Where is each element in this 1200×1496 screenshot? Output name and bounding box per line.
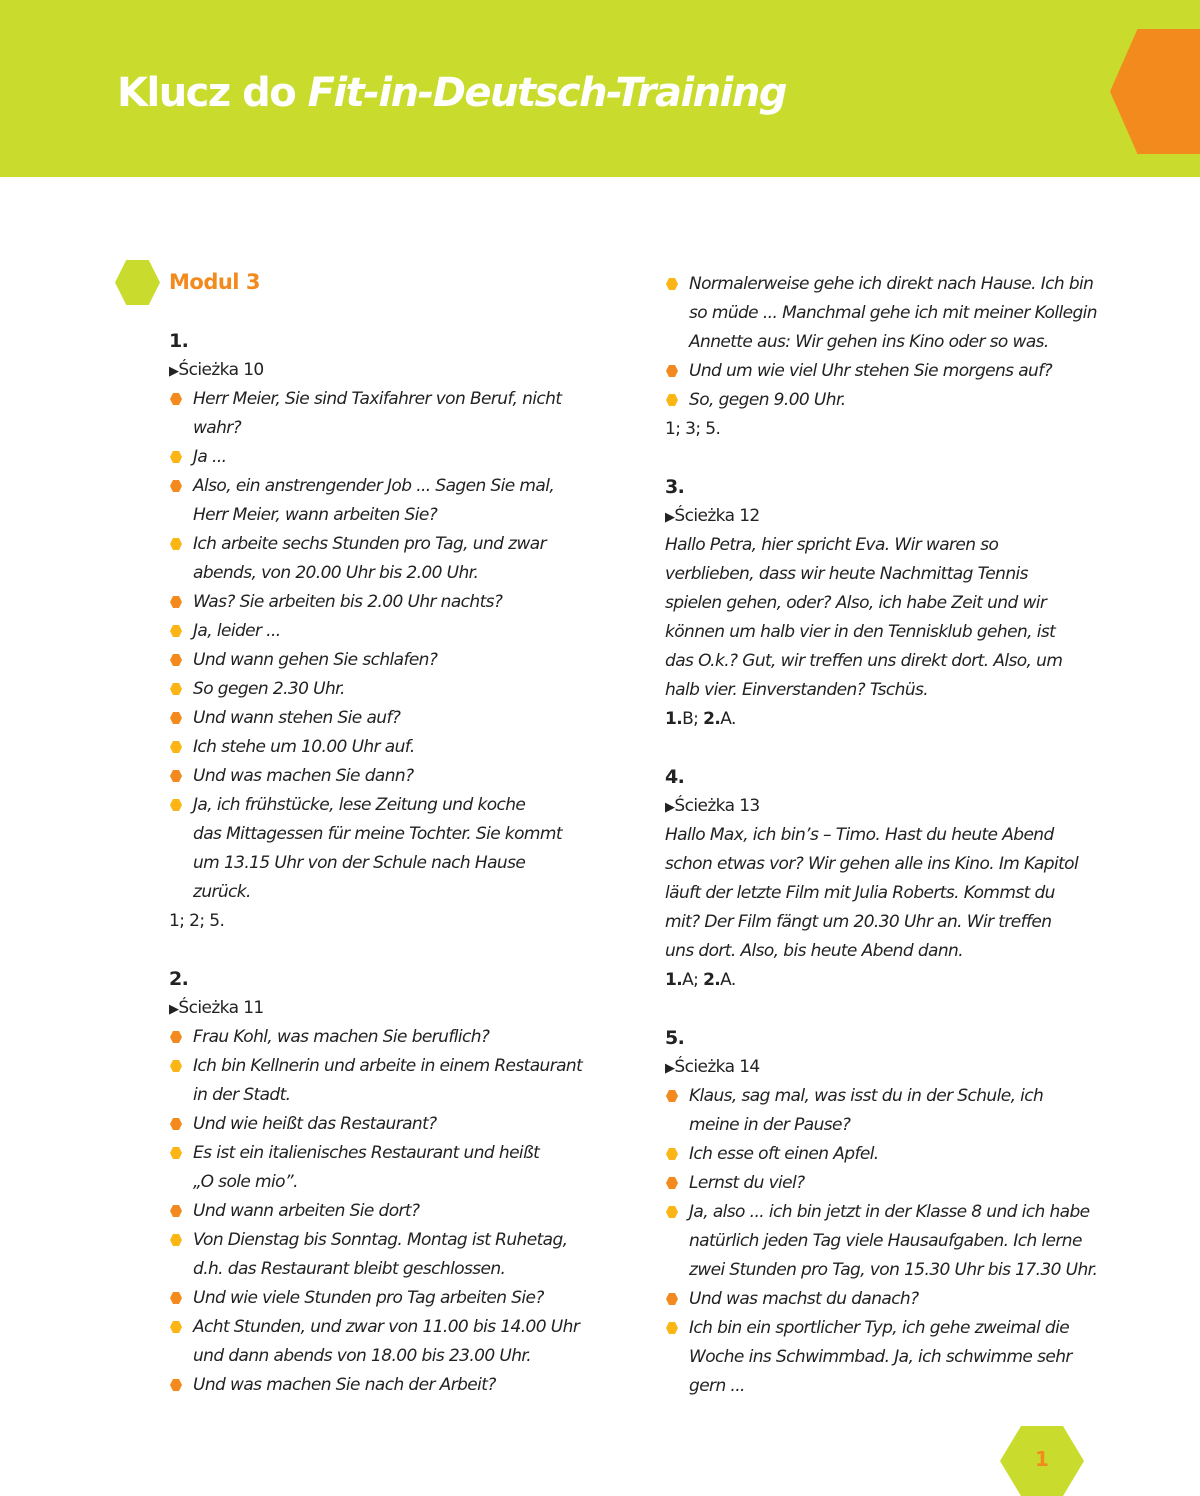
transcript-line: Hallo Petra, hier spricht Eva. Wir waren so	[665, 535, 999, 555]
dialogue-line: Klaus, sag mal, was isst du in der Schule, ich	[665, 1082, 1095, 1111]
dialogue-line: Und wann gehen Sie schlafen?	[169, 646, 599, 675]
dialogue-line: Und was machen Sie dann?	[169, 762, 599, 791]
dialogue-line-cont: natürlich jeden Tag viele Hausaufgaben. Ich lerne	[689, 1231, 1082, 1251]
section-1-number: 1.	[169, 330, 189, 352]
dialogue-line-cont: Herr Meier, wann arbeiten Sie?	[193, 505, 438, 525]
play-triangle-icon: ▶	[169, 1002, 179, 1017]
hexagon-bullet-icon	[170, 1234, 182, 1246]
dialogue-line: So gegen 2.30 Uhr.	[169, 675, 599, 704]
track-label: Ścieżka 11	[178, 998, 264, 1018]
dialogue-line-cont: gern ...	[689, 1376, 745, 1396]
dialogue-line-cont: das Mittagessen für meine Tochter. Sie kommt	[193, 824, 562, 844]
track-label: Ścieżka 14	[674, 1057, 760, 1077]
transcript-line: können um halb vier in den Tennisklub gehen, ist	[665, 622, 1056, 642]
dialogue-line: So, gegen 9.00 Uhr.	[665, 386, 1095, 415]
transcript-line: uns dort. Also, bis heute Abend dann.	[665, 941, 964, 961]
dialogue-line-cont: „O sole mio”.	[193, 1172, 298, 1192]
dialogue-line-cont: zwei Stunden pro Tag, von 15.30 Uhr bis 17.30 Uhr.	[689, 1260, 1098, 1280]
spacer	[665, 734, 1095, 763]
dialogue-line-cont: abends, von 20.00 Uhr bis 2.00 Uhr.	[193, 563, 479, 583]
dialogue-line-cont: und dann abends von 18.00 bis 23.00 Uhr.	[193, 1346, 532, 1366]
page-number: 1	[1035, 1447, 1049, 1471]
dialogue-line: Ja ...	[169, 443, 599, 472]
hexagon-bullet-icon	[170, 625, 182, 637]
track-11	[169, 994, 599, 1023]
hexagon-bullet-icon	[666, 1148, 678, 1160]
dialogue-line: Was? Sie arbeiten bis 2.00 Uhr nachts?	[169, 588, 599, 617]
left-column	[169, 327, 599, 1400]
dialogue-line-cont: zurück.	[193, 882, 251, 902]
hexagon-bullet-icon	[170, 712, 182, 724]
dialogue-line: Ich stehe um 10.00 Uhr auf.	[169, 733, 599, 762]
hexagon-bullet-icon	[170, 741, 182, 753]
track-label: Ścieżka 10	[178, 360, 264, 380]
module-hexagon-icon	[115, 260, 160, 305]
dialogue-line: Ja, also ... ich bin jetzt in der Klasse 8 und ich habe	[665, 1198, 1095, 1227]
hexagon-bullet-icon	[666, 1322, 678, 1334]
hexagon-bullet-icon	[170, 1060, 182, 1072]
hexagon-bullet-icon	[170, 1147, 182, 1159]
hexagon-bullet-icon	[170, 1118, 182, 1130]
spacer	[665, 995, 1095, 1024]
dialogue-line: Und was machen Sie nach der Arbeit?	[169, 1371, 599, 1400]
hexagon-bullet-icon	[170, 538, 182, 550]
dialogue-line: Acht Stunden, und zwar von 11.00 bis 14.00 Uhr	[169, 1313, 599, 1342]
dialogue-line-cont: wahr?	[193, 418, 242, 438]
right-column	[665, 270, 1098, 1401]
track-14	[665, 1053, 1095, 1082]
dialogue-line-cont: d.h. das Restaurant bleibt geschlossen.	[193, 1259, 506, 1279]
track-label: Ścieżka 13	[674, 796, 760, 816]
dialogue-line-cont: so müde ... Manchmal gehe ich mit meiner Kollegin	[689, 303, 1097, 323]
dialogue-line: Und wie viele Stunden pro Tag arbeiten Sie?	[169, 1284, 599, 1313]
dialogue-line-cont: Woche ins Schwimmbad. Ja, ich schwimme sehr	[689, 1347, 1072, 1367]
dialogue-line: Ich bin Kellnerin und arbeite in einem Restaurant	[169, 1052, 599, 1081]
hexagon-bullet-icon	[666, 1206, 678, 1218]
hexagon-bullet-icon	[170, 683, 182, 695]
track-10	[169, 356, 599, 385]
spacer	[169, 936, 599, 965]
hexagon-bullet-icon	[666, 1293, 678, 1305]
play-triangle-icon: ▶	[169, 364, 179, 379]
hexagon-bullet-icon	[170, 393, 182, 405]
page-title	[117, 70, 786, 116]
section-4-answer: 1.A; 2.A.	[665, 970, 736, 990]
hexagon-bullet-icon	[170, 770, 182, 782]
hexagon-bullet-icon	[170, 480, 182, 492]
play-triangle-icon: ▶	[665, 800, 675, 815]
hexagon-bullet-icon	[666, 394, 678, 406]
dialogue-line: Und wann arbeiten Sie dort?	[169, 1197, 599, 1226]
dialogue-line: Und was machst du danach?	[665, 1285, 1095, 1314]
dialogue-line: Ja, leider ...	[169, 617, 599, 646]
dialogue-line: Ich arbeite sechs Stunden pro Tag, und zwar	[169, 530, 599, 559]
title-prefix: Klucz do	[117, 70, 308, 116]
hexagon-bullet-icon	[666, 278, 678, 290]
play-triangle-icon: ▶	[665, 510, 675, 525]
dialogue-line: Herr Meier, Sie sind Taxifahrer von Beruf, nicht	[169, 385, 599, 414]
transcript-line: läuft der letzte Film mit Julia Roberts. Kommst du	[665, 883, 1055, 903]
transcript-line: spielen gehen, oder? Also, ich habe Zeit und wir	[665, 593, 1047, 613]
module-title: Modul 3	[169, 270, 260, 294]
section-2-answer: 1; 3; 5.	[665, 419, 721, 439]
hexagon-bullet-icon	[170, 654, 182, 666]
section-2-number: 2.	[169, 968, 189, 990]
hexagon-bullet-icon	[666, 1177, 678, 1189]
transcript-line: verblieben, dass wir heute Nachmittag Tennis	[665, 564, 1028, 584]
dialogue-line-cont: in der Stadt.	[193, 1085, 291, 1105]
transcript-line: mit? Der Film fängt um 20.30 Uhr an. Wir treffen	[665, 912, 1052, 932]
dialogue-line-cont: Annette aus: Wir gehen ins Kino oder so was.	[689, 332, 1049, 352]
dialogue-line: Und um wie viel Uhr stehen Sie morgens auf?	[665, 357, 1095, 386]
dialogue-line: Es ist ein italienisches Restaurant und heißt	[169, 1139, 599, 1168]
hexagon-bullet-icon	[170, 451, 182, 463]
spacer	[665, 444, 1095, 473]
dialogue-line: Von Dienstag bis Sonntag. Montag ist Ruhetag,	[169, 1226, 599, 1255]
hexagon-bullet-icon	[666, 365, 678, 377]
dialogue-line-cont: um 13.15 Uhr von der Schule nach Hause	[193, 853, 526, 873]
dialogue-line: Also, ein anstrengender Job ... Sagen Sie mal,	[169, 472, 599, 501]
hexagon-bullet-icon	[170, 1205, 182, 1217]
track-13	[665, 792, 1095, 821]
dialogue-line: Ich esse oft einen Apfel.	[665, 1140, 1095, 1169]
section-3-number: 3.	[665, 476, 685, 498]
section-1-answer: 1; 2; 5.	[169, 911, 225, 931]
hexagon-bullet-icon	[170, 1292, 182, 1304]
transcript-line: das O.k.? Gut, wir treffen uns direkt dort. Also, um	[665, 651, 1063, 671]
play-triangle-icon: ▶	[665, 1061, 675, 1076]
section-3-answer: 1.B; 2.A.	[665, 709, 736, 729]
track-label: Ścieżka 12	[674, 506, 760, 526]
hexagon-bullet-icon	[666, 1090, 678, 1102]
dialogue-line: Normalerweise gehe ich direkt nach Hause. Ich bin	[665, 270, 1095, 299]
title-italic: Fit-in-Deutsch-Training	[307, 70, 786, 116]
section-4-number: 4.	[665, 766, 685, 788]
transcript-line: halb vier. Einverstanden? Tschüs.	[665, 680, 929, 700]
transcript-line: Hallo Max, ich bin’s – Timo. Hast du heute Abend	[665, 825, 1054, 845]
hexagon-bullet-icon	[170, 1321, 182, 1333]
hexagon-bullet-icon	[170, 596, 182, 608]
dialogue-line: Ja, ich frühstücke, lese Zeitung und koche	[169, 791, 599, 820]
hexagon-bullet-icon	[170, 1379, 182, 1391]
section-5-number: 5.	[665, 1027, 685, 1049]
hexagon-bullet-icon	[170, 1031, 182, 1043]
transcript-line: schon etwas vor? Wir gehen alle ins Kino. Im Kapitol	[665, 854, 1079, 874]
dialogue-line: Frau Kohl, was machen Sie beruflich?	[169, 1023, 599, 1052]
dialogue-line: Und wann stehen Sie auf?	[169, 704, 599, 733]
dialogue-line: Ich bin ein sportlicher Typ, ich gehe zweimal die	[665, 1314, 1095, 1343]
dialogue-line: Und wie heißt das Restaurant?	[169, 1110, 599, 1139]
dialogue-line: Lernst du viel?	[665, 1169, 1095, 1198]
track-12	[665, 502, 1095, 531]
hexagon-bullet-icon	[170, 799, 182, 811]
dialogue-line-cont: meine in der Pause?	[689, 1115, 851, 1135]
